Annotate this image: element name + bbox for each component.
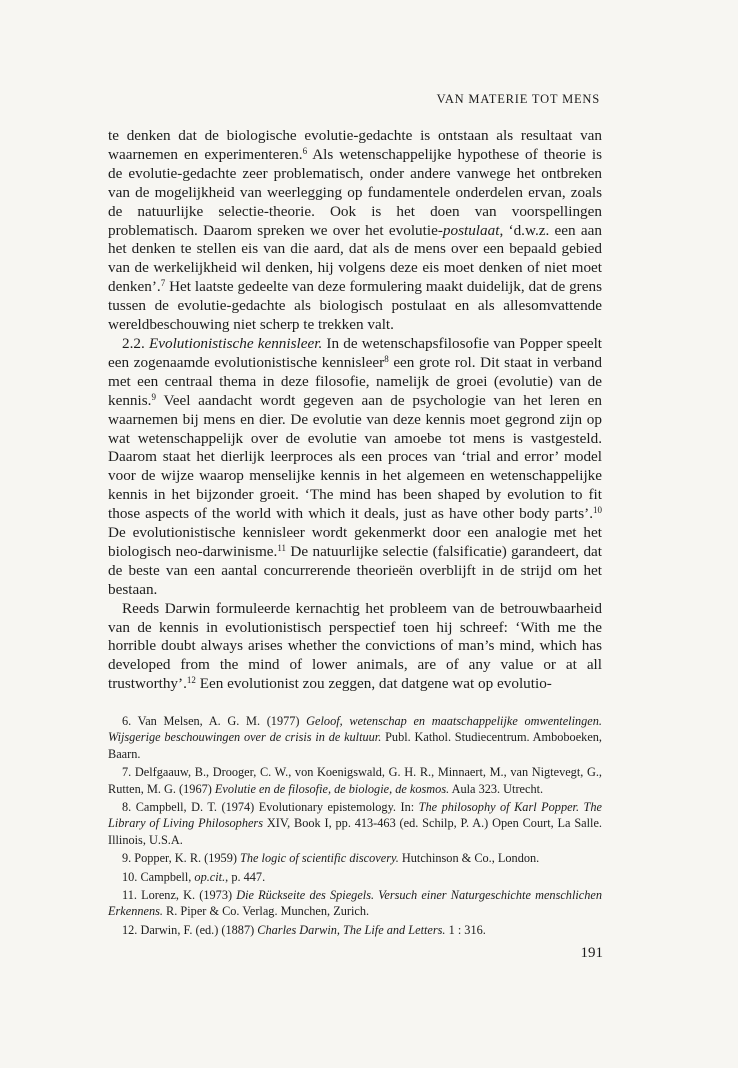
footnote xyxy=(108,887,602,920)
italic-text: Die Rückseite des Spiegels. Versuch einer Naturgeschichte menschlichen Erkennens. xyxy=(108,888,603,919)
text-run: Hutchinson & Co., London. xyxy=(398,851,540,866)
footnote-ref: 7 xyxy=(160,278,166,289)
italic-text: The philosophy of Karl Popper. The Library of Living Philosophers xyxy=(108,800,602,831)
italic-text: Charles Darwin, The Life and Letters. xyxy=(257,922,446,937)
text-run: 7. Delfgaauw, B., Drooger, C. W., von Koenigswald, G. H. R., Minnaert, M., van Nigtevegt, G., Rutten, M. G. (1967) xyxy=(108,765,602,796)
body-text xyxy=(108,127,602,694)
footnote-ref: 6 xyxy=(302,145,308,156)
text-run: , p. 447. xyxy=(225,869,266,884)
italic-text: op.cit. xyxy=(194,869,226,884)
text-run: 9. Popper, K. R. (1959) xyxy=(122,851,241,866)
footnote xyxy=(108,869,602,885)
footnote-ref: 10 xyxy=(593,505,602,516)
text-run: Reeds Darwin formuleerde kernachtig het probleem van de betrouwbaarheid van de kennis in evolutionistisch perspectief toen hij schreef: ‘With me the horrible doubt always arises whether the convictions of man’s mind, which has developed from the mind of lower animals, are of any value or at all trustworthy’. xyxy=(108,599,602,693)
text-run: XIV, Book I, pp. 413-463 (ed. Schilp, P. A.) Open Court, La Salle. Illinois, U.S.A. xyxy=(108,816,602,847)
text-run: Aula 323. Utrecht. xyxy=(449,781,544,796)
text-run: , ‘d.w.z. een aan het denken te stellen eis van die aard, dat als de mens over een bepaald gebied van de werkelijkheid wil denken, hij volgens deze eis moet denken of niet moet denken’. xyxy=(108,221,602,296)
text-run: 8. Campbell, D. T. (1974) Evolutionary epistemology. In: xyxy=(122,800,419,815)
footnote-ref: 12 xyxy=(186,675,196,686)
paragraph xyxy=(108,127,602,335)
footnote xyxy=(108,922,602,938)
italic-text: Geloof, wetenschap en maatschappelijke omwentelingen. Wijsgerige beschouwingen over de crisis in de kultuur. xyxy=(108,714,602,745)
text-run: Veel aandacht wordt gegeven aan de psychologie van het leren en waarnemen bij mens en dier. De evolutie van deze kennis moet gegrond zijn op wat wetenschappelijk over de evolutie van amoebe tot mens is vastgesteld. Daarom staat het dierlijk leerproces als een proces van ‘trial and error’ model voor de wijze waarop menselijke kennis in het algemeen en wetenschappelijke kennis in het bijzonder groeit. ‘The mind has been shaped by evolution to fit those aspects of the world with which it deals, just as have other body parts’. xyxy=(108,391,602,523)
text-run: een grote rol. Dit staat in verband met een centraal thema in deze filosofie, namelijk de groei (evolutie) van de kennis. xyxy=(108,353,602,409)
text-run: 6. Van Melsen, A. G. M. (1977) xyxy=(122,714,307,728)
text-run: te denken dat de biologische evolutie-gedachte is ontstaan als resultaat van waarnemen en experimenteren. xyxy=(108,127,602,163)
text-run: R. Piper & Co. Verlag. Munchen, Zurich. xyxy=(162,904,370,919)
italic-text: Evolutionistische kennisleer. xyxy=(148,334,323,352)
text-run: In de wetenschapsfilosofie van Popper speelt een zogenaamde evolutionistische kennisleer xyxy=(108,334,603,371)
text-run: 11. Lorenz, K. (1973) xyxy=(122,888,237,903)
text-run: 1 : 316. xyxy=(445,922,486,937)
footnote-ref: 8 xyxy=(384,353,389,364)
footnote xyxy=(108,764,602,797)
italic-text: postulaat xyxy=(442,221,500,239)
text-run: Een evolutionist zou zeggen, dat datgene wat op evolutio- xyxy=(195,675,552,693)
paragraph xyxy=(108,600,602,695)
text-run: 10. Campbell, xyxy=(122,869,195,884)
paragraph xyxy=(108,335,602,600)
running-head: VAN MATERIE TOT MENS xyxy=(436,92,600,106)
page-number: 191 xyxy=(580,945,603,961)
text-run: De evolutionistische kennisleer wordt gekenmerkt door een analogie met het biologisch neo-darwinisme. xyxy=(108,524,602,560)
italic-text: Evolutie en de filosofie, de biologie, de kosmos. xyxy=(214,781,450,796)
footnote-ref: 9 xyxy=(151,391,156,402)
footnote xyxy=(108,850,602,866)
text-run: Het laatste gedeelte van deze formulering maakt duidelijk, dat de grens tussen de evolutie-gedachte als biologisch postulaat en als allesomvattende wereldbeschouwing niet scherp te trekken valt. xyxy=(108,278,602,334)
text-run: Als wetenschappelijke hypothese of theorie is de evolutie-gedachte zeer problematisch, onder andere vanwege het ontbreken van de mogelijkheid van weerlegging op fundamentele onderdelen ervan, zoals de natuurlijke selectie-theorie. Ook is het doen van voorspellingen problematisch. Daarom spreken we over het evolutie- xyxy=(108,145,602,239)
footnote xyxy=(108,713,602,762)
text-run: De natuurlijke selectie (falsificatie) garandeert, dat de beste van een aantal concurrerende theorieën overblijft in de strijd om het bestaan. xyxy=(108,542,602,598)
text-run: 12. Darwin, F. (ed.) (1887) xyxy=(122,922,258,937)
text-run: Publ. Kathol. Studiecentrum. Amboboeken, Baarn. xyxy=(108,730,602,761)
footnote-ref: 11 xyxy=(277,542,286,553)
italic-text: The logic of scientific discovery. xyxy=(240,851,399,866)
footnotes xyxy=(108,713,602,940)
text-run: 2.2. xyxy=(122,334,149,352)
footnote xyxy=(108,799,602,848)
